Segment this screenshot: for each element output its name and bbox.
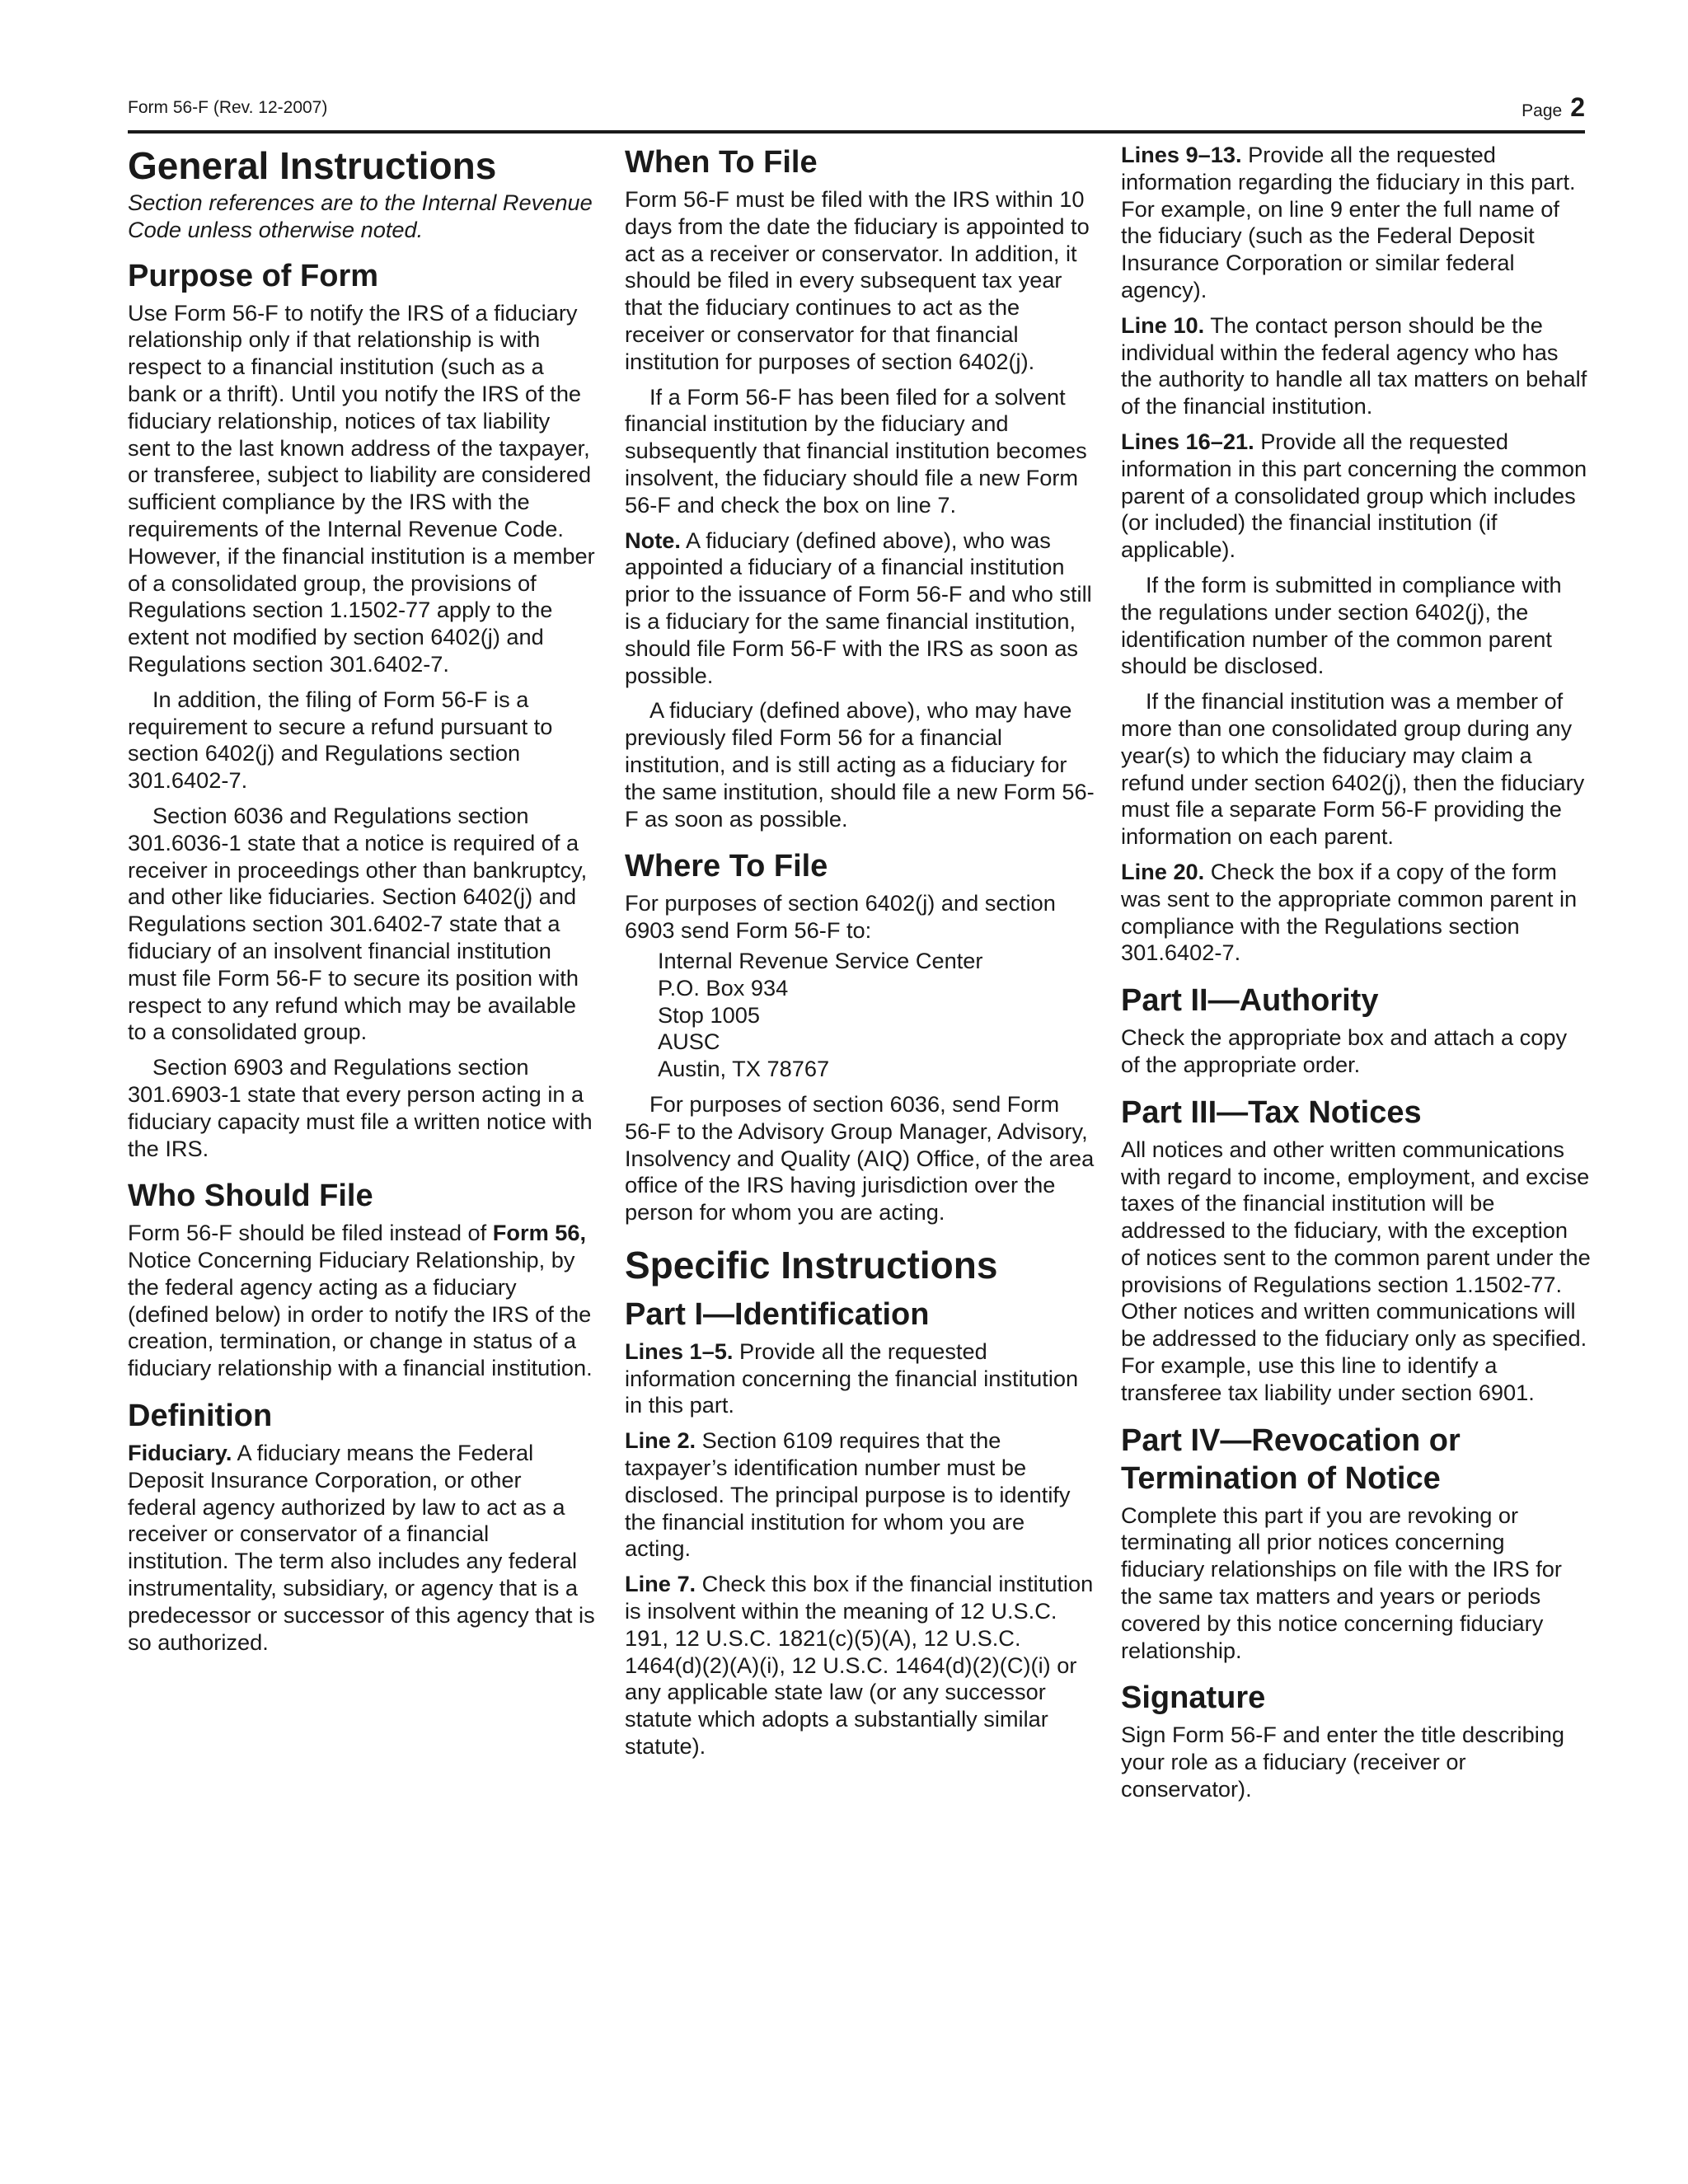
part-4-heading: Part IV—Revocation or Termination of Notice: [1121, 1422, 1461, 1496]
column-2: [625, 142, 1095, 1769]
definition-paragraph: [128, 1440, 596, 1656]
signature-heading: Signature: [1121, 1680, 1266, 1716]
column-3: [1121, 142, 1591, 1811]
purpose-paragraph-4: Section 6903 and Regulations section 301.6903-1 state that every person acting in a fiduciary capacity must file a written notice with the IRS.: [128, 1054, 593, 1161]
lines-16-21-text: Provide all the requested information in this part concerning the common parent of a consolidated group which includes (or included) the financial institution (if applicable).: [1121, 428, 1587, 563]
lines-1-5-text: Provide all the requested information concerning the financial institution in this part.: [625, 1338, 1079, 1418]
part-2-paragraph: Check the appropriate box and attach a copy of the appropriate order.: [1121, 1024, 1568, 1077]
part-2-heading: Part II—Authority: [1121, 983, 1379, 1019]
who-text-pre: Form 56-F should be filed instead of: [128, 1220, 493, 1246]
note-label: Note.: [625, 527, 681, 553]
column-1: [128, 142, 596, 1664]
line-20-paragraph: [1121, 859, 1591, 967]
lines-1-5-label: Lines 1–5.: [625, 1338, 734, 1364]
part-1-heading: Part I—Identification: [625, 1296, 930, 1332]
page-number: 2: [1570, 92, 1585, 122]
section-references-note: Section references are to the Internal Revenue Code unless otherwise noted.: [128, 190, 593, 242]
lines-9-13-paragraph: [1121, 142, 1591, 304]
page-header: [128, 92, 1585, 134]
lines-16-21-paragraph-3: If the financial institution was a member of more than one consolidated group during any year(s) to which the fiduciary may claim a refund under section 6402(j), then the fiduciary must file a separate Form 56-F providing the information on each parent.: [1121, 688, 1585, 850]
purpose-paragraph-3: Section 6036 and Regulations section 301.6036-1 state that a notice is required of a receiver in proceedings other than bankruptcy, and other like fiduciaries. Section 6402(j) and Regulations section 301.6402-7 state that a fiduciary of an insolvent financial institution must file Form 56-F to secure its position with respect to any refund which may be available to a consolidated group.: [128, 802, 588, 1045]
signature-paragraph: Sign Form 56-F and enter the title describing your role as a fiduciary (receiver or conservator).: [1121, 1722, 1564, 1802]
lines-1-5-paragraph: [625, 1338, 1095, 1419]
where-paragraph-2: For purposes of section 6036, send Form 56-F to the Advisory Group Manager, Advisory, Insolvency and Quality (AIQ) Office, of the area office of the IRS having jurisdiction over the person for whom you are acting.: [625, 1090, 1095, 1226]
when-paragraph-1: Form 56-F must be filed with the IRS within 10 days from the date the fiduciary is appointed to act as a receiver or conservator. In addition, it should be filed in every subsequent tax year that the fiduciary continues to act as the receiver or conservator for that financial institution for purposes of section 6402(j).: [625, 186, 1090, 374]
line-20-label: Line 20.: [1121, 858, 1205, 884]
purpose-paragraph-1: Use Form 56-F to notify the IRS of a fiduciary relationship only if that relationship is with respect to a financial institution (such as a bank or a thrift). Until you notify the IRS of the fiduciary relationship, notices of tax liability sent to the last known address of the taxpayer, or transferee, subject to liability are considered sufficient compliance by the IRS with the requirements of the Internal Revenue Code. However, if the financial institution is a member of a consolidated group, the provisions of Regulations section 1.1502-77 apply to the extent not modified by section 6402(j) and Regulations section 301.6402-7.: [128, 299, 595, 677]
note-text: A fiduciary (defined above), who was appointed a fiduciary of a financial institution prior to the issuance of Form 56-F and who still is a fiduciary for the same financial institution, should file Form 56-F with the IRS as soon as possible.: [625, 527, 1092, 688]
purpose-paragraph-2: In addition, the filing of Form 56-F is a requirement to secure a refund pursuant to section 6402(j) and Regulations section 301.6402-7.: [128, 686, 553, 794]
lines-9-13-text: Provide all the requested information regarding the fiduciary in this part. For example, on line 9 enter the full name of the fiduciary (such as the Federal Deposit Insurance Corporation or similar federal agency).: [1121, 142, 1576, 302]
who-should-file-heading: Who Should File: [128, 1179, 373, 1214]
form-id: Form 56-F (Rev. 12-2007): [128, 98, 328, 117]
fiduciary-definition: A fiduciary means the Federal Deposit Insurance Corporation, or other federal agency authorized by law to act as a receiver or conservator of a financial institution. The term also includes any federal instrumentality, subsidiary, or agency that is a predecessor or successor of this agency that is so authorized.: [128, 1440, 595, 1655]
when-to-file-heading: When To File: [625, 145, 818, 180]
line-20-text: Check the box if a copy of the form was sent to the appropriate common parent in compliance with the Regulations section 301.6402-7.: [1121, 858, 1578, 966]
lines-16-21-paragraph-2: If the form is submitted in compliance with the regulations under section 6402(j), the identification number of the common parent should be disclosed.: [1121, 571, 1562, 679]
note-paragraph: [625, 527, 1095, 690]
when-paragraph-2: If a Form 56-F has been filed for a solvent financial institution by the fiduciary and subsequently that financial institution becomes insolvent, the fiduciary should file a new Form 56-F and check the box on line 7.: [625, 383, 1087, 518]
line-10-text: The contact person should be the individual within the federal agency who has the authority to handle all tax matters on behalf of the financial institution.: [1121, 312, 1587, 419]
part-4-paragraph: Complete this part if you are revoking or terminating all prior notices concerning fiduciary relationships on file with the IRS for the same tax matters and years or periods covered by this notice concerning fiduciary relationship.: [1121, 1502, 1562, 1663]
address-line: AUSC: [658, 1029, 720, 1055]
purpose-heading: Purpose of Form: [128, 258, 379, 293]
when-paragraph-3: A fiduciary (defined above), who may have previously filed Form 56 for a financial institution, and is still acting as a fiduciary for the same institution, should file a new Form 56-F as soon as possible.: [625, 697, 1095, 832]
lines-9-13-label: Lines 9–13.: [1121, 142, 1242, 167]
specific-instructions-heading: Specific Instructions: [625, 1243, 998, 1286]
line-10-paragraph: [1121, 312, 1591, 420]
who-text-post: Notice Concerning Fiduciary Relationship, by the federal agency acting as a fiduciary (defined below) in order to notify the IRS of the creation, termination, or change in status of a fiduciary relationship with a financial institution.: [128, 1247, 593, 1381]
line-2-label: Line 2.: [625, 1427, 696, 1454]
who-form-56: Form 56,: [492, 1220, 587, 1246]
fiduciary-term: Fiduciary.: [128, 1440, 232, 1466]
address-line: Internal Revenue Service Center: [658, 947, 983, 973]
general-instructions-heading: General Instructions: [128, 144, 497, 187]
address-line: Stop 1005: [658, 1001, 760, 1028]
line-7-paragraph: [625, 1571, 1095, 1760]
where-paragraph-1: For purposes of section 6402(j) and section 6903 send Form 56-F to:: [625, 890, 1056, 944]
definition-heading: Definition: [128, 1399, 273, 1434]
line-2-text: Section 6109 requires that the taxpayer’s identification number must be disclosed. The principal purpose is to identify the financial institution for whom you are acting.: [625, 1427, 1071, 1562]
lines-16-21-label: Lines 16–21.: [1121, 428, 1254, 454]
page-label: [1522, 92, 1585, 123]
part-3-paragraph: All notices and other written communications with regard to income, employment, and excise taxes of the financial institution will be addressed to the fiduciary, with the exception of notices sent to the common parent under the provisions of Regulations section 1.1502-77. Other notices and written communications will be addressed to the fiduciary only as specified. For example, use this line to identify a transferee tax liability under section 6901.: [1121, 1136, 1591, 1405]
lines-16-21-paragraph: [1121, 429, 1591, 564]
who-should-file-paragraph: [128, 1220, 596, 1382]
line-10-label: Line 10.: [1121, 312, 1205, 338]
line-7-label: Line 7.: [625, 1571, 696, 1597]
line-2-paragraph: [625, 1427, 1095, 1563]
part-3-heading: Part III—Tax Notices: [1121, 1094, 1422, 1130]
irs-address: [658, 948, 1095, 1083]
where-to-file-heading: Where To File: [625, 849, 828, 884]
address-line: P.O. Box 934: [658, 974, 789, 1001]
address-line: Austin, TX 78767: [658, 1056, 830, 1082]
page-label-text: Page: [1522, 101, 1563, 120]
line-7-text: Check this box if the financial institution is insolvent within the meaning of 12 U.S.C. 191, 12 U.S.C. 1821(c)(5)(A), 12 U.S.C. 1464(d)(2)(A)(i), 12 U.S.C. 1464(d)(2)(C)(i) or any applicable state law (or any successor statute which adopts a substantially similar statute).: [625, 1571, 1094, 1760]
